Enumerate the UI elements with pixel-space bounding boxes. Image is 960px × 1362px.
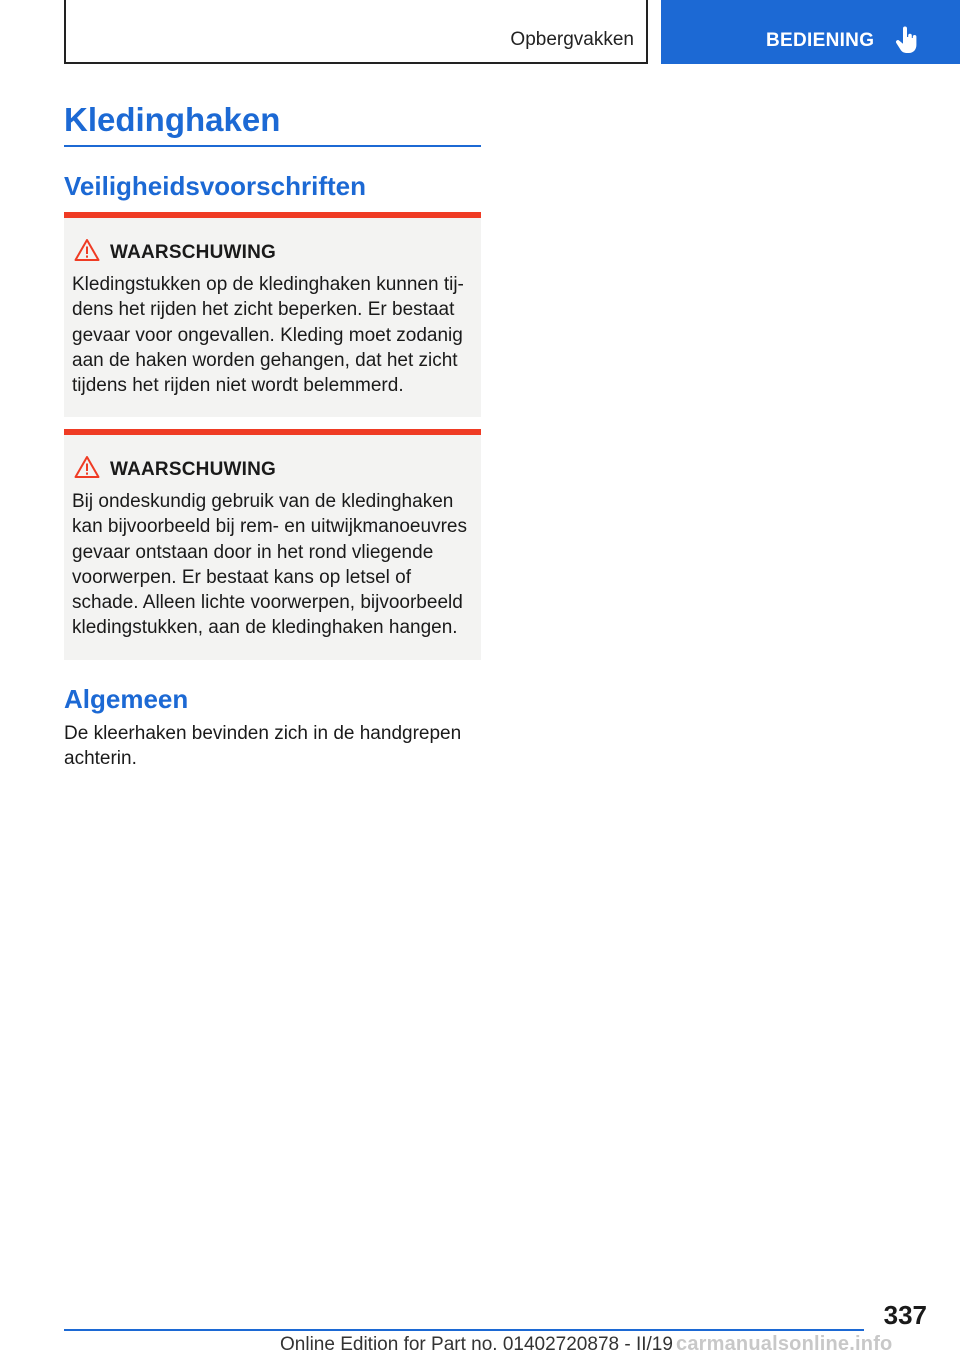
warning-triangle-icon	[74, 455, 100, 479]
chapter-label: BEDIENING	[766, 30, 875, 51]
warning-label: WAARSCHUWING	[110, 459, 276, 480]
watermark: carmanualsonline.info	[676, 1333, 893, 1355]
warning-box	[64, 429, 481, 660]
footer-divider	[64, 1329, 864, 1331]
page-number: 337	[883, 1300, 927, 1330]
page-title: Kledinghaken	[64, 101, 281, 138]
section-heading-general: Algemeen	[64, 684, 189, 714]
chapter-tab	[661, 0, 960, 64]
warning-triangle-icon	[74, 238, 100, 262]
warning-text: Bij ondeskundig gebruik van de kledinghaken kan bijvoorbeeld bij rem- en uitwijkmanoeuvres gevaar ontstaan door in het rond vliegende voorwerpen. Er bestaat kans op letsel of schade. Alleen lichte voorwerpen, bijvoorbeeld kledingstukken, aan de kledinghaken hangen.	[72, 491, 467, 639]
warning-label: WAARSCHUWING	[110, 242, 276, 263]
warning-box	[64, 212, 481, 417]
touch-hand-icon	[895, 26, 919, 54]
section-heading-safety: Veiligheidsvoorschriften	[64, 171, 366, 201]
general-text: De kleerhaken bevinden zich in de handgrepen achterin.	[64, 723, 462, 770]
section-label: Opbergvakken	[510, 29, 634, 50]
warning-text: Kledingstukken op de kledinghaken kunnen tij-dens het rijden het zicht beperken. Er bestaat gevaar voor ongevallen. Kleding moet zodanig aan de haken worden gehangen, dat het zicht tijdens het rijden niet wordt belemmerd.	[72, 274, 464, 397]
edition-note: Online Edition for Part no. 01402720878 - II/19	[280, 1334, 673, 1355]
header-section-box	[64, 0, 648, 64]
title-divider	[64, 145, 481, 147]
